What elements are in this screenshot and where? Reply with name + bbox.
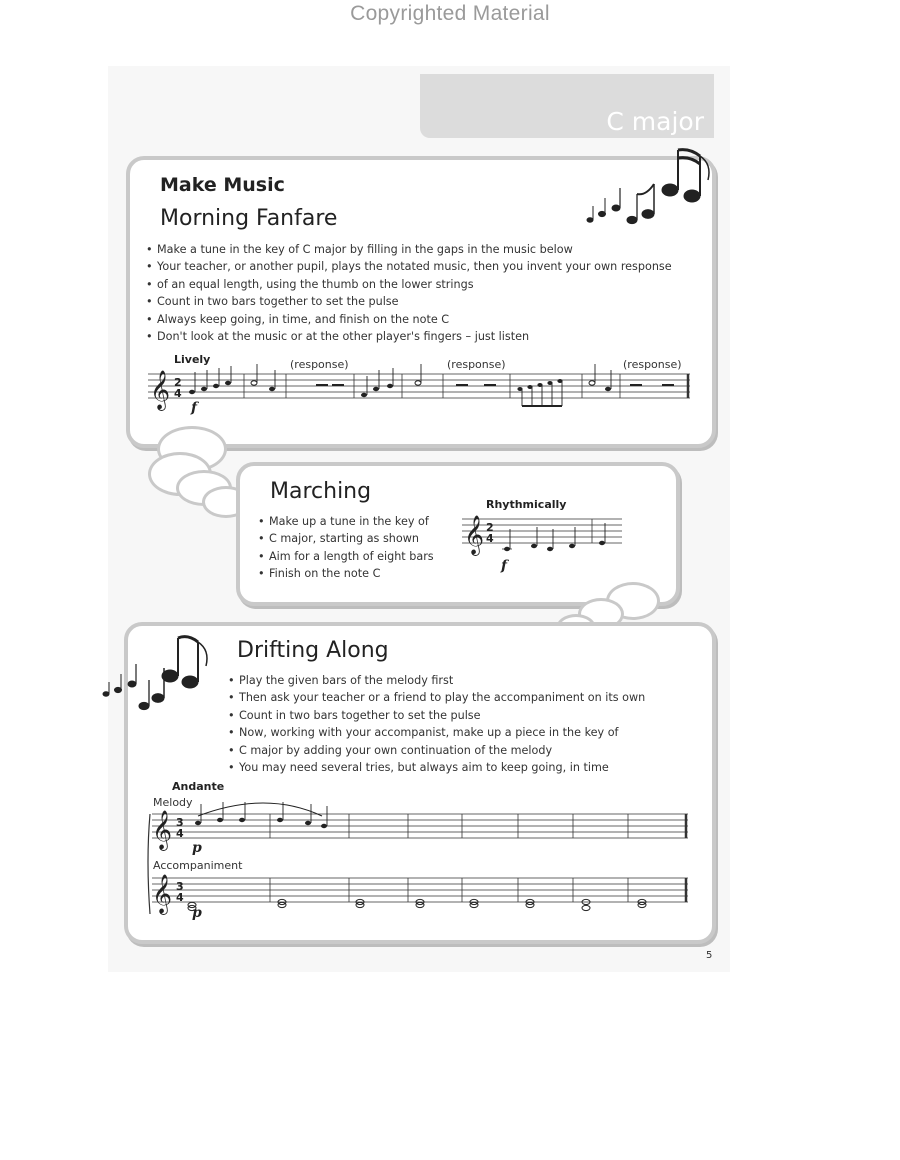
morning-fanfare-instructions <box>146 241 686 345</box>
list-item: • Don't look at the music or at the other player's fingers – just listen <box>146 328 686 345</box>
tempo-marking: Andante <box>172 780 225 793</box>
dynamic-marking: f <box>501 558 508 574</box>
dynamic-marking: p <box>192 840 202 856</box>
list-item: • Play the given bars of the melody first <box>228 672 688 689</box>
response-label: (response) <box>447 358 506 371</box>
dynamic-marking: f <box>191 400 198 416</box>
treble-clef-icon: 𝄞 <box>152 810 173 850</box>
marching-instructions <box>258 513 458 583</box>
morning-fanfare-title: Morning Fanfare <box>160 206 338 231</box>
list-item: • Count in two bars together to set the pulse <box>228 707 688 724</box>
list-item: • of an equal length, using the thumb on the lower strings <box>146 276 686 293</box>
list-item: • Now, working with your accompanist, make up a piece in the key of <box>228 724 688 741</box>
svg-text:4: 4 <box>176 891 184 904</box>
marching-title: Marching <box>270 479 372 504</box>
treble-clef-icon: 𝄞 <box>152 874 173 914</box>
list-item: • You may need several tries, but always aim to keep going, in time <box>228 759 688 776</box>
list-item: • Aim for a length of eight bars <box>258 548 458 565</box>
treble-clef-icon: 𝄞 <box>464 515 485 555</box>
response-label: (response) <box>623 358 682 371</box>
list-item: • Always keep going, in time, and finish on the note C <box>146 311 686 328</box>
tempo-marking: Lively <box>174 353 211 366</box>
drifting-along-instructions <box>228 672 688 776</box>
list-item: • Finish on the note C <box>258 565 458 582</box>
list-item: • Then ask your teacher or a friend to play the accompaniment on its own <box>228 689 688 706</box>
svg-text:2: 2 <box>486 521 494 534</box>
svg-text:4: 4 <box>174 387 182 400</box>
melody-staff <box>146 810 694 850</box>
marching-staff <box>462 515 627 555</box>
music-notes-icon <box>584 140 724 240</box>
tempo-marking: Rhythmically <box>486 498 567 511</box>
dynamic-marking: p <box>192 905 202 921</box>
list-item: • C major by adding your own continuation of the melody <box>228 742 688 759</box>
treble-clef-icon: 𝄞 <box>150 370 171 410</box>
response-label: (response) <box>290 358 349 371</box>
copyright-watermark: Copyrighted Material <box>350 2 550 25</box>
list-item: • Your teacher, or another pupil, plays the notated music, then you invent your own response <box>146 258 686 275</box>
accompaniment-staff <box>146 874 694 914</box>
svg-text:3: 3 <box>176 816 184 829</box>
morning-fanfare-staff <box>148 370 693 410</box>
svg-text:2: 2 <box>174 376 182 389</box>
list-item: • Count in two bars together to set the pulse <box>146 293 686 310</box>
svg-text:4: 4 <box>176 827 184 840</box>
list-item: • Make up a tune in the key of <box>258 513 458 530</box>
accompaniment-label: Accompaniment <box>153 859 243 872</box>
music-notes-icon <box>100 626 220 716</box>
svg-text:4: 4 <box>486 532 494 545</box>
list-item: • Make a tune in the key of C major by filling in the gaps in the music below <box>146 241 686 258</box>
section-kicker: Make Music <box>160 174 285 196</box>
drifting-along-title: Drifting Along <box>237 638 389 663</box>
key-tab-label: C major <box>606 107 704 136</box>
page-number: 5 <box>706 950 713 961</box>
svg-text:3: 3 <box>176 880 184 893</box>
key-tab <box>420 74 714 138</box>
list-item: • C major, starting as shown <box>258 530 458 547</box>
melody-label: Melody <box>153 796 193 809</box>
